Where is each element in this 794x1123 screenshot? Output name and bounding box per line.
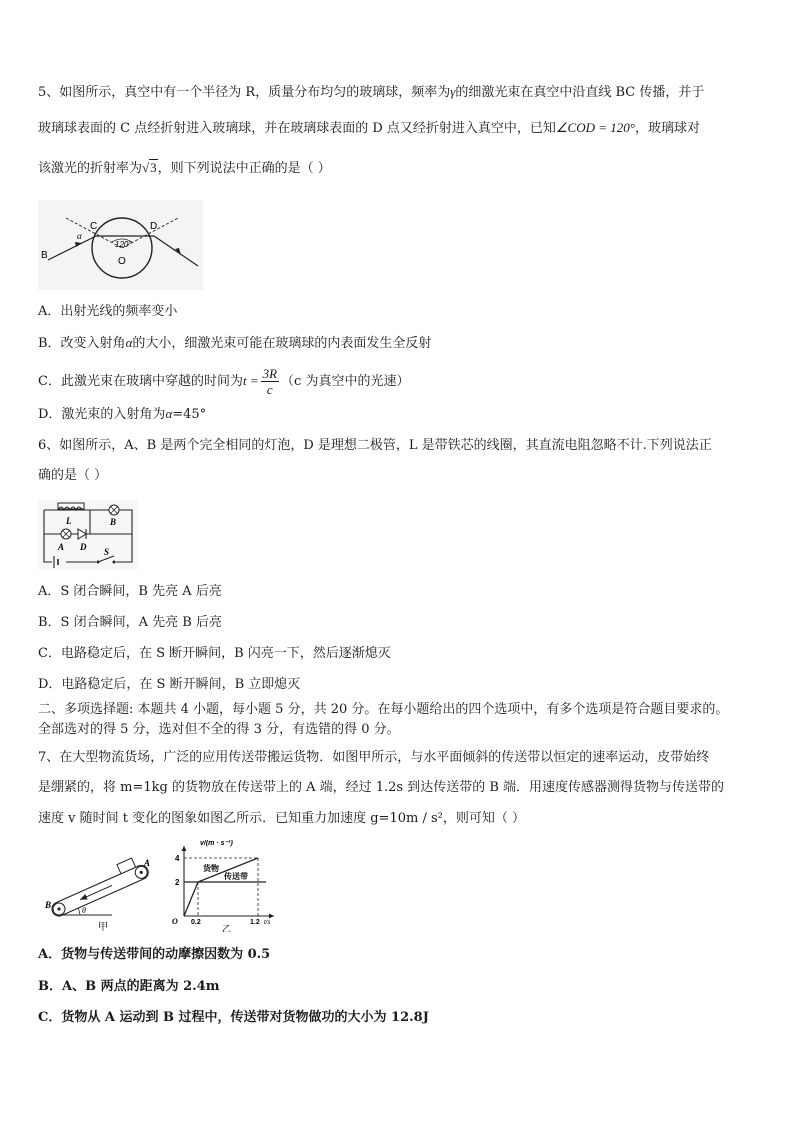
q5-sqrt-value: 3 xyxy=(150,160,157,175)
q5-line-1 xyxy=(38,82,704,103)
q6-label-b: B xyxy=(110,517,117,527)
q5-option-b-alpha: α xyxy=(125,335,133,350)
q6-line-1: 6、如图所示，A、B 是两个完全相同的灯泡，D 是理想二极管，L 是带铁芯的线圈，其直流电阻忽略不计.下列说法正 xyxy=(38,438,712,453)
q6-option-a: A．S 闭合瞬间，B 先亮 A 后亮 xyxy=(38,584,222,599)
q6-option-c: C．电路稳定后，在 S 断开瞬间，B 闪亮一下，然后逐渐熄灭 xyxy=(38,646,391,661)
q5-label-b: B xyxy=(41,250,48,261)
q7-graph-xlabel: t/s xyxy=(264,920,271,926)
q5-label-o: O xyxy=(118,256,126,267)
q5-text-2b: ，玻璃球对 xyxy=(634,121,700,136)
q5-line-2 xyxy=(38,118,700,139)
q5-text-1a: 5、如图所示，真空中有一个半径为 R，质量分布均匀的玻璃球，频率为 xyxy=(38,85,451,100)
q7-option-a: A．货物与传送带间的动摩擦因数为 0.5 xyxy=(38,947,271,962)
q5-frequency-symbol: γ xyxy=(450,84,456,99)
q5-option-c-text-b: （c 为真空中的光速） xyxy=(281,374,410,389)
q5-angle-expression: ∠COD = 120° xyxy=(555,120,635,135)
q7-graph-label-cargo: 货物 xyxy=(203,864,219,873)
q6-label-s: S xyxy=(104,547,110,557)
q5-text-3a: 该激光的折射率为 xyxy=(38,161,143,176)
q5-line-3 xyxy=(38,158,331,179)
q6-label-d: D xyxy=(80,542,87,552)
q5-option-a: A．出射光线的频率变小 xyxy=(38,304,178,319)
q7-velocity-graph xyxy=(170,840,282,932)
q5-option-b-text-a: B．改变入射角 xyxy=(38,336,126,351)
q6-circuit-figure xyxy=(38,500,138,570)
q5-label-d: D xyxy=(150,221,158,232)
q5-label-c: C xyxy=(90,221,98,232)
q5-option-b-text-b: 的大小，细激光束可能在玻璃球的内表面发生全反射 xyxy=(132,336,432,351)
q7-fig1-label-b: B xyxy=(45,900,52,910)
q7-graph-ylabel: v/(m · s⁻¹) xyxy=(200,840,233,847)
q5-option-c-text-a: C．此激光束在玻璃中穿越的时间为 xyxy=(38,374,243,389)
q5-option-c-fraction xyxy=(261,366,279,397)
q5-sqrt: √3 xyxy=(142,160,157,175)
q5-option-d-text-a: D．激光束的入射角为 xyxy=(38,407,166,422)
q5-option-c-t: t = xyxy=(242,373,259,388)
q5-option-c-denominator: c xyxy=(266,382,273,397)
q7-graph-x12: 1.2 xyxy=(250,919,260,926)
q7-line-1: 7、在大型物流货场，广泛的应用传送带搬运货物．如图甲所示，与水平面倾斜的传送带以恒定的速率运动，皮带始终 xyxy=(38,750,710,765)
q5-option-d-text-b: =45° xyxy=(172,407,207,422)
q7-fig1-caption: 甲 xyxy=(98,922,108,932)
q7-option-c: C．货物从 A 运动到 B 过程中，传送带对货物做功的大小为 12.8J xyxy=(38,1010,429,1025)
q6-line-2: 确的是（ ） xyxy=(38,468,108,483)
q5-text-3b: ，则下列说法中正确的是（ ） xyxy=(157,161,331,176)
q5-option-c-numerator: 3R xyxy=(262,366,278,381)
q7-fig1-label-a: A xyxy=(144,858,151,868)
q7-graph-y2: 2 xyxy=(175,878,180,887)
q5-option-d xyxy=(38,404,206,425)
q5-glass-sphere-figure xyxy=(38,200,203,290)
q7-line-3: 速度 v 随时间 t 变化的图象如图乙所示．已知重力加速度 g=10m / s²，则可知（ ） xyxy=(38,811,525,826)
q7-conveyor-figure xyxy=(42,852,162,932)
q6-option-b: B．S 闭合瞬间，A 先亮 B 后亮 xyxy=(38,615,222,630)
q5-text-2a: 玻璃球表面的 C 点经折射进入玻璃球，并在玻璃球表面的 D 点又经折射进入真空中，已知 xyxy=(38,121,556,136)
q5-label-angle: 120° xyxy=(115,240,132,249)
q7-graph-origin: O xyxy=(172,917,178,926)
q7-graph-y4: 4 xyxy=(175,854,180,863)
q7-graph-label-belt: 传送带 xyxy=(224,872,248,881)
section2-line-2: 全部选对的得 5 分，选对但不全的得 3 分，有选错的得 0 分。 xyxy=(38,722,400,737)
q7-line-2: 是绷紧的，将 m=1kg 的货物放在传送带上的 A 端，经过 1.2s 到达传送带的 B 端．用速度传感器测得货物与传送带的 xyxy=(38,780,725,795)
q7-fig1-label-theta: θ xyxy=(82,906,86,915)
q5-label-alpha: α xyxy=(77,231,82,241)
q7-graph-caption: 乙 xyxy=(222,925,232,932)
q6-option-d: D．电路稳定后，在 S 断开瞬间，B 立即熄灭 xyxy=(38,677,301,692)
q5-option-b xyxy=(38,333,431,354)
q5-option-c xyxy=(38,366,409,397)
q6-label-l: L xyxy=(66,516,72,526)
section2-line-1: 二、多项选择题: 本题共 4 小题，每小题 5 分，共 20 分。在每小题给出的四个选项中，有多个选项是符合题目要求的。 xyxy=(38,702,729,717)
q7-option-b: B．A、B 两点的距离为 2.4m xyxy=(38,979,220,994)
q5-option-d-alpha: α xyxy=(165,406,173,421)
q5-text-1b: 的细激光束在真空中沿直线 BC 传播，并于 xyxy=(455,85,705,100)
q6-label-a: A xyxy=(58,542,65,552)
q7-graph-x02: 0.2 xyxy=(191,919,201,926)
